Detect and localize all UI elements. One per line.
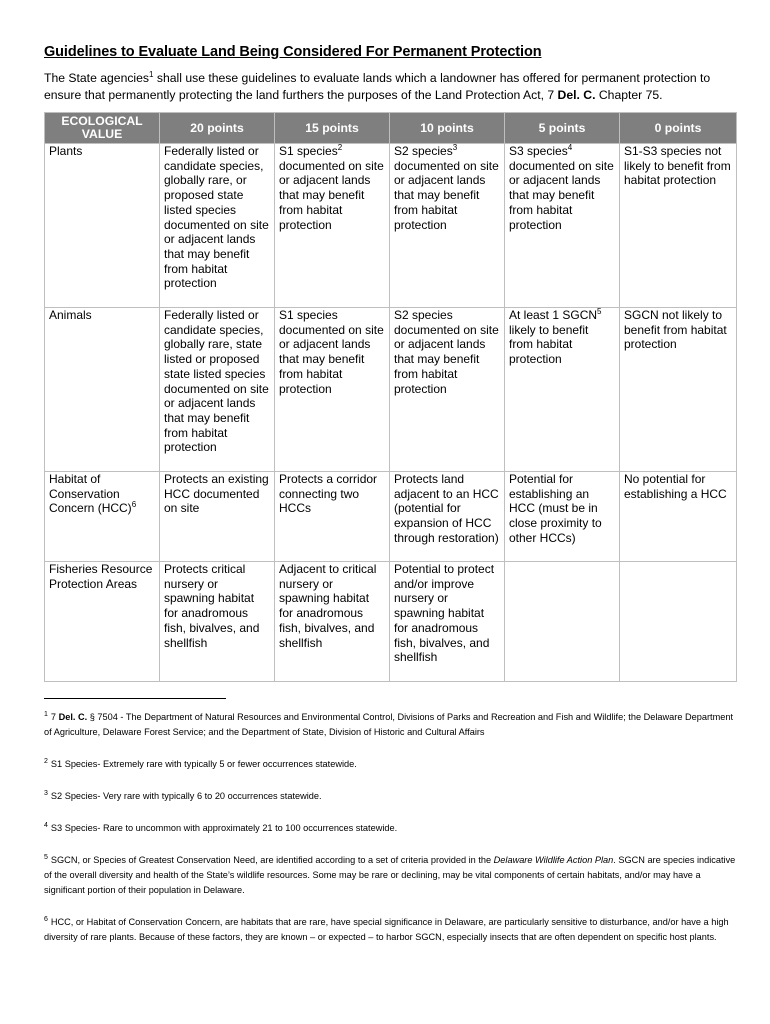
row-label: Plants [45,144,160,308]
cell-0: No potential for establishing a HCC [620,472,737,562]
table-row-animals [45,308,737,472]
cell-0: SGCN not likely to benefit from habitat protection [620,308,737,472]
footnote-6: $^6$ HCC, or Habitat of Conservation Concern, are habitats that are rare, have special significance in Delaware, are particularly sensitive to disturbance, and/or have a high diversity of rare plants. Because of these factors, they are known – or expected – to harbor SGCN, especially insects that are often dependent on specific host plants. [44,916,729,943]
cell-10: Potential to protect and/or improve nursery or spawning habitat for anadromous fish, bivalves, and shellfish [390,562,505,682]
row-label: Animals [45,308,160,472]
footnote-3: $^3$ S2 Species- Very rare with typically 6 to 20 occurrences statewide. [44,790,322,802]
points-table [44,112,737,682]
header-20-points: 20 points [160,113,275,144]
cell-5: S3 species$^4$ documented on site or adjacent lands that may benefit from habitat protection [505,144,620,308]
table-header-row [45,113,737,144]
cell-15: Adjacent to critical nursery or spawning habitat for anadromous fish, bivalves, and shellfish [275,562,390,682]
footnote-4: $^4$ S3 Species- Rare to uncommon with approximately 21 to 100 occurrences statewide. [44,822,398,834]
row-label: Fisheries Resource Protection Areas [45,562,160,682]
footnotes [44,707,736,945]
cell-10: Protects land adjacent to an HCC (potential for expansion of HCC through restoration) [390,472,505,562]
cell-15: Protects a corridor connecting two HCCs [275,472,390,562]
cell-5 [505,562,620,682]
row-label: Habitat of Conservation Concern (HCC)$^6$ [45,472,160,562]
header-5-points: 5 points [505,113,620,144]
footnote-ref-1: 1 [149,69,154,79]
table-row-plants [45,144,737,308]
footnote-1: $^1$ 7 Del. C. § 7504 - The Department of Natural Resources and Environmental Control, Divisions of Parks and Recreation and Fish and Wildlife; the Delaware Department of Agriculture, Delaware Forest Service; and the Department of State, Division of Historic and Cultural Affairs [44,711,733,738]
cell-20: Federally listed or candidate species, globally rare, state listed or proposed state listed species documented on site or adjacent lands that may benefit from habitat protection [160,308,275,472]
cell-15: S1 species documented on site or adjacent lands that may benefit from habitat protection [275,308,390,472]
cell-5: Potential for establishing an HCC (must be in close proximity to other HCCs) [505,472,620,562]
table-row-hcc [45,472,737,562]
footnote-divider [44,698,226,699]
cell-10: S2 species documented on site or adjacent lands that may benefit from habitat protection [390,308,505,472]
footnote-2: $^2$ S1 Species- Extremely rare with typically 5 or fewer occurrences statewide. [44,758,357,770]
footnote-5: $^5$ SGCN, or Species of Greatest Conservation Need, are identified according to a set of criteria provided in the Delaware Wildlife Action Plan. SGCN are species indicative of the overall diversity and health of the State’s wildlife resources. Some may be rare or declining, may be vital components of certain habitats, and/or may have a significant portion of their population in Delaware. [44,854,736,896]
header-15-points: 15 points [275,113,390,144]
table-row-fisheries [45,562,737,682]
page-title: Guidelines to Evaluate Land Being Considered For Permanent Protection [44,44,542,60]
cell-20: Federally listed or candidate species, globally rare, or proposed state listed species documented on site or adjacent lands that may benefit from habitat protection [160,144,275,308]
cell-15: S1 species$^2$ documented on site or adjacent lands that may benefit from habitat protection [275,144,390,308]
header-10-points: 10 points [390,113,505,144]
cell-0 [620,562,737,682]
cell-0: S1-S3 species not likely to benefit from habitat protection [620,144,737,308]
document-page [44,44,736,945]
cell-20: Protects an existing HCC documented on site [160,472,275,562]
cell-10: S2 species$^3$ documented on site or adjacent lands that may benefit from habitat protection [390,144,505,308]
intro-paragraph: The State agencies$^1$ shall use these guidelines to evaluate lands which a landowner has offered for permanent protection to ensure that permanently protecting the land furthers the purposes of the Land Protection Act, 7 Del. C. Chapter 75. [44,69,711,102]
cell-20: Protects critical nursery or spawning habitat for anadromous fish, bivalves, and shellfish [160,562,275,682]
header-ecological-value: ECOLOGICAL VALUE [45,113,160,144]
cell-5: At least 1 SGCN$^5$ likely to benefit from habitat protection [505,308,620,472]
header-0-points: 0 points [620,113,737,144]
